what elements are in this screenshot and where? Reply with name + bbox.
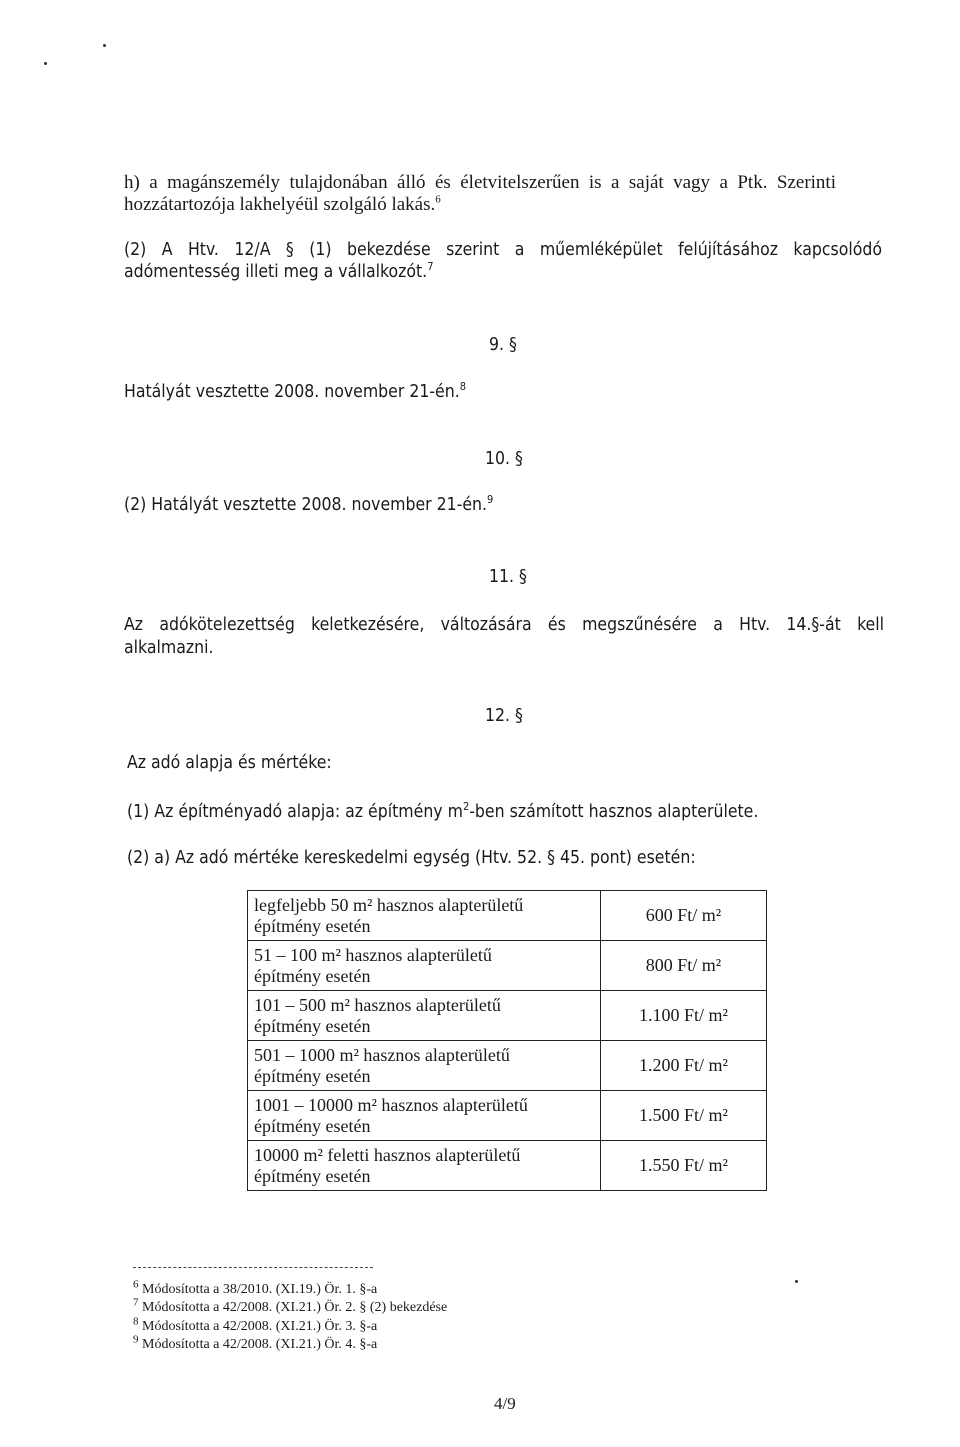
- area-label: 101 – 500 m² hasznos alapterületű: [254, 994, 501, 1015]
- rate-value: 1.550 Ft/ m²: [601, 1141, 767, 1191]
- para-2-line2: [124, 261, 433, 283]
- footnote-separator: [133, 1267, 373, 1268]
- footnote-text: Módosította a 42/2008. (XI.21.) Ör. 2. § (2) bekezdése: [142, 1300, 448, 1315]
- footnote-ref: 7: [427, 260, 434, 274]
- page-number: 4/9: [494, 1394, 516, 1413]
- footnote-ref: 6: [435, 193, 441, 206]
- section-11-heading: 11. §: [489, 567, 527, 587]
- section-12-para-1: [127, 801, 758, 823]
- table-row: [248, 941, 767, 991]
- footnote: [133, 1296, 448, 1317]
- footnote-number: 6: [133, 1278, 139, 1291]
- table-row: [248, 1091, 767, 1141]
- rate-value: 800 Ft/ m²: [601, 941, 767, 991]
- footnote: [133, 1315, 378, 1336]
- section-9-text: [124, 381, 466, 403]
- area-label: 10000 m² feletti hasznos alapterületű: [254, 1144, 521, 1165]
- para-1-before: (1) Az építményadó alapja: az építmény m: [127, 802, 463, 822]
- para-h-line2-text: hozzátartozója lakhelyéül szolgáló lakás.: [124, 194, 436, 215]
- scan-speck: [103, 44, 106, 47]
- section-9-text-body: Hatályát vesztette 2008. november 21-én.: [124, 382, 460, 402]
- footnote-number: 8: [133, 1315, 139, 1328]
- section-12-heading: 12. §: [485, 706, 523, 726]
- para-2-line1: (2) A Htv. 12/A § (1) bekezdése szerint a műemléképület felújításához kapcsolódó: [124, 240, 882, 260]
- building-label: építmény esetén: [254, 1065, 371, 1086]
- table-row: [248, 991, 767, 1041]
- area-label: 1001 – 10000 m² hasznos alapterületű: [254, 1094, 528, 1115]
- footnote-text: Módosította a 38/2010. (XI.19.) Ör. 1. §-a: [142, 1282, 378, 1297]
- building-label: építmény esetén: [254, 1015, 371, 1036]
- area-description: [248, 1091, 601, 1141]
- area-description: [248, 991, 601, 1041]
- superscript: 2: [462, 800, 470, 814]
- building-label: építmény esetén: [254, 965, 371, 986]
- footnote-ref: 9: [487, 493, 494, 507]
- scan-speck: [44, 62, 47, 65]
- footnote-number: 9: [133, 1333, 139, 1346]
- scan-speck: [795, 1280, 798, 1283]
- section-10-text: [124, 494, 493, 516]
- section-12-para-2: (2) a) Az adó mértéke kereskedelmi egység (Htv. 52. § 45. pont) esetén:: [127, 848, 696, 868]
- rate-value: 1.200 Ft/ m²: [601, 1041, 767, 1091]
- para-2-line2-text: adómentesség illeti meg a vállalkozót.: [124, 262, 428, 282]
- table-row: [248, 1041, 767, 1091]
- section-10-heading: 10. §: [485, 449, 523, 469]
- area-label: 501 – 1000 m² hasznos alapterületű: [254, 1044, 510, 1065]
- section-11-line1: Az adókötelezettség keletkezésére, változására és megszűnésére a Htv. 14.§-át kell: [124, 615, 884, 635]
- area-description: [248, 1141, 601, 1191]
- section-12-subtitle: Az adó alapja és mértéke:: [127, 753, 332, 773]
- rate-value: 1.500 Ft/ m²: [601, 1091, 767, 1141]
- para-h-line1: h) a magánszemély tulajdonában álló és életvitelszerűen is a saját vagy a Ptk. Szerinti: [124, 172, 836, 193]
- footnote-number: 7: [133, 1296, 139, 1309]
- rate-value: 600 Ft/ m²: [601, 891, 767, 941]
- building-label: építmény esetén: [254, 1115, 371, 1136]
- para-h-line2: [124, 194, 441, 216]
- para-1-after: -ben számított hasznos alapterülete.: [469, 802, 759, 822]
- section-11-line2: alkalmazni.: [124, 638, 214, 658]
- footnote-text: Módosította a 42/2008. (XI.21.) Ör. 3. §-a: [142, 1319, 378, 1334]
- footnote: [133, 1333, 378, 1354]
- footnote: [133, 1278, 378, 1299]
- rate-value: 1.100 Ft/ m²: [601, 991, 767, 1041]
- table-row: [248, 1141, 767, 1191]
- area-label: legfeljebb 50 m² hasznos alapterületű: [254, 894, 524, 915]
- section-10-text-body: (2) Hatályát vesztette 2008. november 21-én.: [124, 495, 488, 515]
- table-row: [248, 891, 767, 941]
- area-label: 51 – 100 m² hasznos alapterületű: [254, 944, 492, 965]
- tax-rate-table: [247, 890, 767, 1191]
- area-description: [248, 1041, 601, 1091]
- footnote-ref: 8: [459, 380, 467, 394]
- building-label: építmény esetén: [254, 1165, 371, 1186]
- area-description: [248, 941, 601, 991]
- footnote-text: Módosította a 42/2008. (XI.21.) Ör. 4. §-a: [142, 1337, 378, 1352]
- building-label: építmény esetén: [254, 915, 371, 936]
- section-9-heading: 9. §: [489, 335, 517, 355]
- area-description: [248, 891, 601, 941]
